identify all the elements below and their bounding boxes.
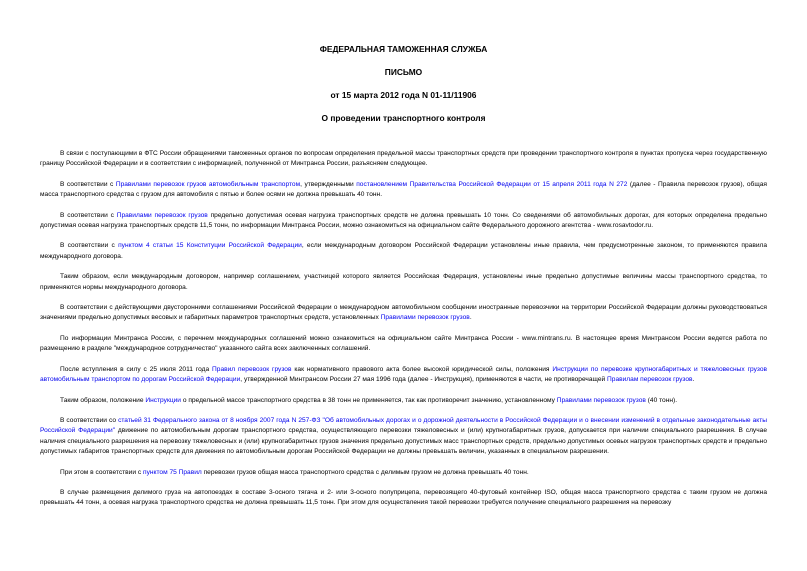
document-subject: О проведении транспортного контроля — [321, 113, 486, 123]
paragraph-text: (далее - Правила перевозок грузов), общая масса транспортного средства с грузом для автомобиля с пятью и более осями не должна превышать 40 тонн. — [40, 180, 767, 199]
body-paragraph — [40, 396, 767, 406]
paragraph-text: , если международным договором Российской Федерации установлены иные правила, чем предусмотренные законом, то применяются правила международного договора. — [40, 242, 768, 260]
paragraph-text: В соответствии с — [60, 242, 119, 250]
body-paragraph — [40, 416, 767, 458]
body-paragraph — [40, 272, 767, 293]
body-paragraph — [40, 211, 767, 232]
paragraph-text: В соответствии с действующими двусторонними соглашениями Российской Федерации о международном автомобильном сообщении иностранные перевозчики на территории Российской Федерации должны руководствоваться значениями предельно допустимых весовых и габаритных параметров транспортных средств, установленных — [40, 304, 767, 322]
document-date-number: от 15 марта 2012 года N 01-11/11906 — [330, 90, 477, 100]
document-reference-link[interactable]: Правилами перевозок грузов автомобильным транспортом — [115, 180, 301, 188]
body-paragraph — [40, 468, 767, 478]
paragraph-text: По информации Минтранса России, с перечнем международных соглашений можно ознакомиться на официальном сайте Минтранса России - www.mintrans.ru. В настоящее время Минтрансом России ведется работа по размещению в разделе "международное сотрудничество" указанного сайта всех заключенных соглашений. — [40, 334, 767, 353]
paragraph-text: После вступления в силу с 25 июля 2011 года — [60, 365, 213, 373]
paragraph-text: . — [469, 314, 472, 322]
paragraph-text: В соответствии с — [60, 211, 117, 219]
document-body — [0, 149, 807, 509]
document-reference-link[interactable]: Инструкции по перевозке крупногабаритных и тяжеловесных грузов автомобильным транспортом по дорогам Российской Федерации — [40, 365, 767, 384]
issuing-organization: ФЕДЕРАЛЬНАЯ ТАМОЖЕННАЯ СЛУЖБА — [319, 44, 488, 54]
document-reference-link[interactable]: Правил перевозок грузов — [212, 365, 292, 373]
document-reference-link[interactable]: Правилами перевозок грузов — [380, 314, 470, 322]
paragraph-text: перевозки грузов общая масса транспортного средства с делимым грузом не должна превышать 40 тонн. — [201, 468, 529, 476]
paragraph-text: (40 тонн). — [645, 396, 678, 404]
document-reference-link[interactable]: Правилами перевозок грузов — [116, 211, 208, 219]
body-paragraph — [40, 303, 767, 324]
paragraph-text: движение по автомобильным дорогам транспортного средства, осуществляющего перевозки тяжеловесных и (или) крупногабаритных грузов, допускается при наличии специального разрешения. В случае наличия специального разрешения на перевозку тяжеловесных и (или) крупногабаритных грузов значения предельно допустимых масс транспортных средств, предельно допустимых осевых нагрузок транспортных средств и предельно допустимых габаритов транспортных средств для движения по автомобильным дорогам Российской Федерации не должны превышать величин, указанных в специальном разрешении. — [40, 427, 767, 456]
body-paragraph — [40, 149, 767, 170]
paragraph-text: Таким образом, если международным договором, например соглашением, участницей которого является Российская Федерация, установлены иные предельно допустимые величины массы транспортного средства, то применяются нормы международного договора. — [40, 273, 767, 291]
body-paragraph — [40, 241, 767, 262]
body-paragraph — [40, 365, 767, 386]
document-reference-link[interactable]: Правилам перевозок грузов — [607, 376, 693, 384]
document-reference-link[interactable]: статьей 31 Федерального закона от 8 ноября 2007 года N 257-ФЗ "Об автомобильных дорогах и о дорожной деятельности в Российской Федерации и о внесении изменений в отдельные законодательные акты Российской Федерации" — [40, 416, 767, 435]
body-paragraph — [40, 180, 767, 201]
document-type: ПИСЬМО — [384, 67, 423, 77]
paragraph-text: как нормативного правового акта более высокой юридической силы, положения — [291, 365, 553, 373]
paragraph-text: В случае размещения делимого груза на автопоездах в составе 3-осного тягача и 2- или 3-осного полуприцепа, перевозящего 40-футовый контейнер ISO, общая масса транспортного средства с таким грузом не должна превышать 44 тонн, а осевая нагрузка транспортного средства не должна превышать 11,5 тонн. При этом для осуществления такой перевозки требуется получение специального разрешения на перевозку — [40, 488, 767, 507]
paragraph-text: . — [692, 376, 695, 384]
document-reference-link[interactable]: пунктом 75 Правил — [143, 468, 202, 476]
document-reference-link[interactable]: пунктом 4 статьи 15 Конституции Российской Федерации — [118, 242, 302, 250]
paragraph-text: В связи с поступающими в ФТС России обращениями таможенных органов по вопросам определения предельной массы транспортных средств при проведении транспортного контроля в пунктах пропуска через государственную границу Российской Федерации и в соответствии с информацией, полученной от Минтранса России, разъясняем следующее. — [40, 150, 767, 168]
paragraph-text: , утвержденными — [300, 180, 357, 188]
document-reference-link[interactable]: Правилами перевозок грузов — [556, 396, 646, 404]
paragraph-text: предельно допустимая осевая нагрузка транспортных средств не должна превышать 10 тонн. Со сведениями об автомобильных дорогах, для которых определена предельно допустимая осевая нагрузка транспортных средств 11,5 тонн, по информации Минтранса России, можно ознакомиться на официальном сайте Федерального дорожного агентства - www.rosavtodor.ru. — [40, 211, 767, 230]
paragraph-text: о предельной массе транспортного средства в 38 тонн не применяется, так как противоречит значению, установленному — [180, 396, 557, 404]
paragraph-text: В соответствии со — [60, 416, 119, 424]
paragraph-text: В соответствии с — [60, 180, 116, 188]
document-reference-link[interactable]: постановлением Правительства Российской Федерации от 15 апреля 2011 года N 272 — [356, 180, 628, 188]
body-paragraph — [40, 488, 767, 509]
paragraph-text: Таким образом, положение — [60, 396, 146, 404]
paragraph-text: , утвержденной Минтрансом России 27 мая 1996 года (далее - Инструкция), применяются в части, не противоречащей — [240, 376, 608, 384]
paragraph-text: При этом в соответствии с — [60, 468, 144, 476]
document-reference-link[interactable]: Инструкции — [145, 396, 181, 404]
body-paragraph — [40, 334, 767, 355]
